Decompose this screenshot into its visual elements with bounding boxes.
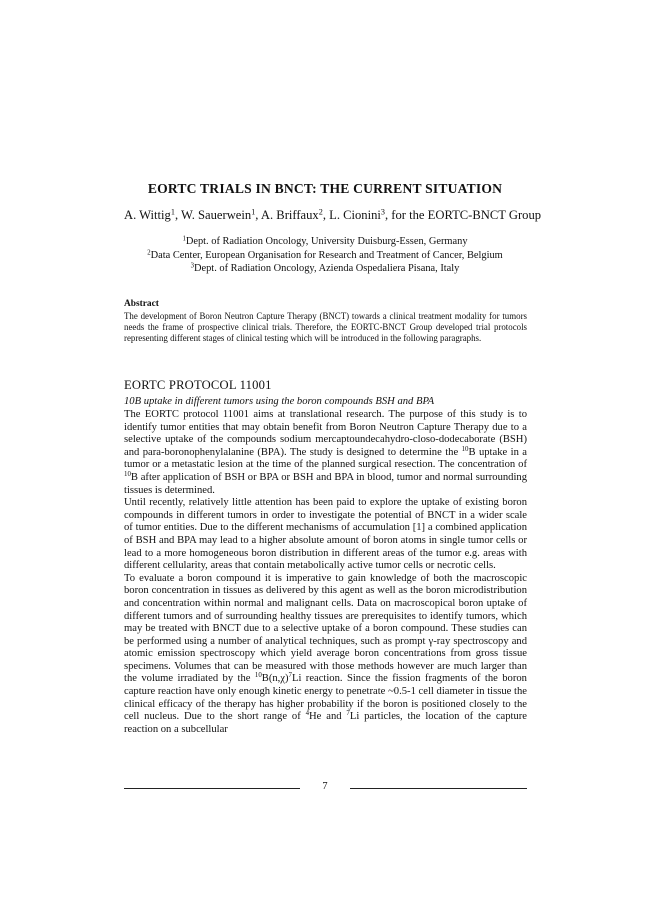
paragraph: The EORTC protocol 11001 aims at translational research. The purpose of this study is to identify tumor entities that may obtain benefit from Boron Neutron Capture Therapy due to a selective uptake of the compounds sodium mercaptoundecahydro-closo-dodecaborate (BSH) and para-boronophenylalanine (BPA). The study is designed to determine the $^{10}$B uptake in a tumor or a metastatic lesion at the time of the planned surgical resection. The concentration of $^{10}$B after application of BSH or BPA or BSH and BPA in blood, tumor and normal surrounding tissues is determined. bbox=[124, 409, 527, 496]
section-title: EORTC PROTOCOL 11001 bbox=[124, 378, 272, 392]
affiliation-marker: 1 bbox=[251, 207, 256, 217]
paper-title: EORTC TRIALS IN BNCT: THE CURRENT SITUATION bbox=[147, 181, 503, 196]
abstract-text: The development of Boron Neutron Capture Therapy (BNCT) towards a clinical treatment modality for tumors needs the frame of prospective clinical trials. Therefore, the EORTC-BNCT Group developed trial protocols representing different stages of clinical testing which will be introduced in the following paragraphs. bbox=[124, 311, 527, 344]
paragraph: Until recently, relatively little attention has been paid to explore the uptake of existing boron compounds in different tumors in order to investigate the potential of BNCT in a wider scale of tumor entities. Due to the different mechanisms of accumulation [1] a combined application of BSH and BPA may lead to a higher absolute amount of boron atoms in single tumor cells or lead to a more homogeneous boron distribution in different areas of the tumor e.g. areas with different cellularity, areas that contain metabolically active tumor cells or necrotic cells. bbox=[124, 497, 527, 572]
affiliation-line: $^3$Dept. of Radiation Oncology, Azienda Ospedaliera Pisana, Italy bbox=[190, 262, 460, 275]
abstract-heading: Abstract bbox=[124, 299, 159, 309]
author-name: A. Wittig bbox=[124, 208, 171, 222]
affiliations bbox=[0, 235, 650, 276]
affiliation-marker: 1 bbox=[170, 207, 175, 217]
footer-rule-right bbox=[350, 788, 527, 789]
affiliation-marker: 2 bbox=[318, 207, 323, 217]
affiliation-line: $^2$Data Center, European Organisation for Research and Treatment of Cancer, Belgium bbox=[147, 248, 503, 261]
author-name: L. Cionini bbox=[329, 208, 381, 222]
affiliation-marker: 3 bbox=[380, 207, 385, 217]
section-body bbox=[124, 409, 527, 736]
author-name: W. Sauerwein bbox=[181, 208, 252, 222]
affiliation-line: $^1$Dept. of Radiation Oncology, University Duisburg-Essen, Germany bbox=[182, 235, 468, 247]
footer-rule-left bbox=[124, 788, 300, 789]
page-number: 7 bbox=[322, 781, 328, 792]
paragraph: To evaluate a boron compound it is imperative to gain knowledge of both the macroscopic boron concentration in tissues as delivered by this agent as well as the boron microdistribution and concentration within normal and malignant cells. Data on macroscopical boron uptake of different tumors and of surrounding healthy tissues are prerequisites to identify tumors, which may be treated with BNCT due to a selective uptake of a boron compound. These studies can be performed using a number of analytical techniques, such as prompt γ-ray spectroscopy and atomic emission spectroscopy which yield average boron concentrations from gross tissue specimens. Volumes that can be measured with those methods however are much larger than the volume irradiated by the $^{10}B(n,\chi)^7Li$ reaction. Since the fission fragments of the boron capture reaction have only enough kinetic energy to penetrate ~0.5-1 cell diameter in tissue the clinical efficacy of the therapy has higher probability if the boron is positioned closely to the cell nucleus. Due to the short range of $^4$He and $^7$Li particles, the location of the capture reaction on a subcellular bbox=[124, 572, 528, 735]
author-name: A. Briffaux bbox=[260, 208, 319, 222]
author-list: A. Wittig$^1$, W. Sauerwein$^1$, A. Briffaux$^2$, L. Cionini$^3$, for the EORTC-BNCT Group bbox=[124, 207, 542, 222]
author-group: for the EORTC-BNCT Group bbox=[391, 208, 542, 222]
section-subtitle: 10B uptake in different tumors using the boron compounds BSH and BPA bbox=[124, 396, 435, 407]
